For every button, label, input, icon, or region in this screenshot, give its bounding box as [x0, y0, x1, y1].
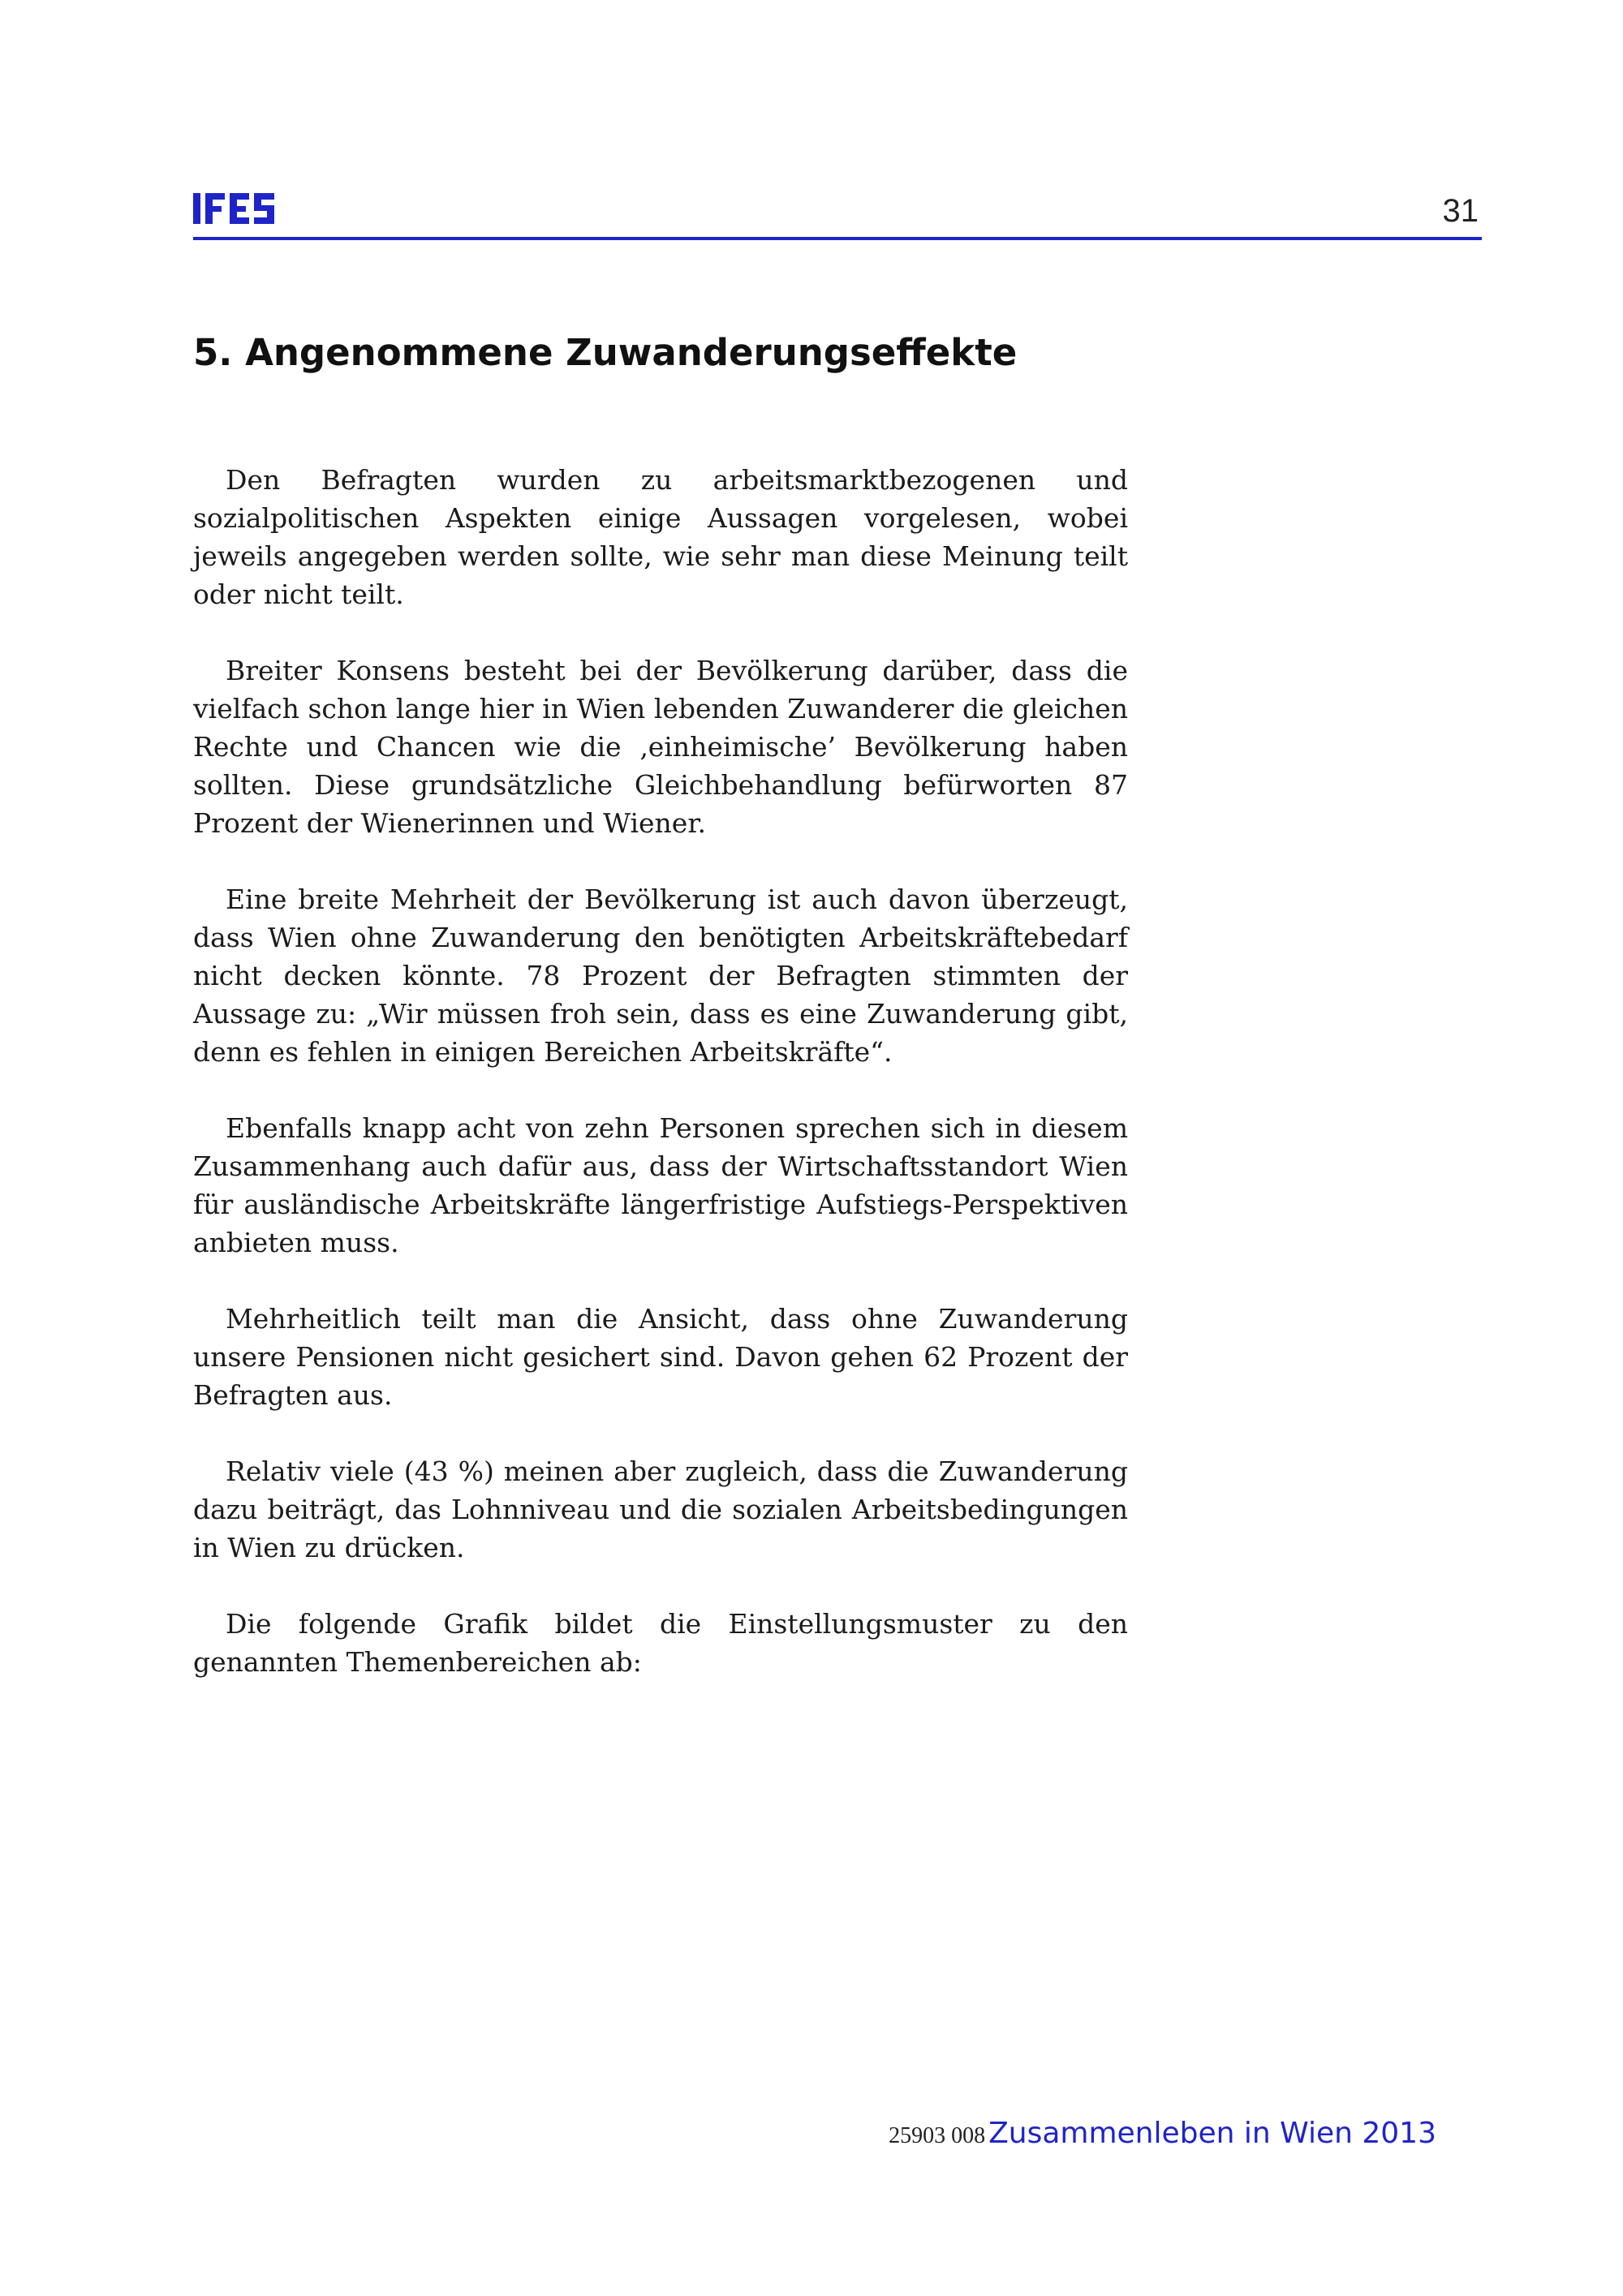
page-footer [868, 2113, 1436, 2161]
page-number: 31 [1442, 193, 1479, 229]
body-text [193, 461, 1128, 1719]
paragraph: Ebenfalls knapp acht von zehn Personen sprechen sich in diesem Zusammenhang auch dafür aus, dass der Wirtschaftsstandort Wien für ausländische Arbeitskräfte längerfristige Aufstiegs-Perspektiven anbieten muss. [193, 1112, 1128, 1258]
paragraph: Den Befragten wurden zu arbeitsmarktbezogenen und sozialpolitischen Aspekten einige Aussagen vorgelesen, wobei jeweils angegeben werden sollte, wie sehr man diese Meinung teilt oder nicht teilt. [193, 464, 1128, 610]
section-title: 5. Angenommene Zuwanderungseffekte [193, 331, 1018, 374]
paragraph: Relativ viele (43 %) meinen aber zugleich, dass die Zuwanderung dazu beiträgt, das Lohnniveau und die sozialen Arbeitsbedingungen in Wien zu drücken. [193, 1455, 1128, 1563]
page-header [193, 187, 1482, 240]
paragraph: Mehrheitlich teilt man die Ansicht, dass ohne Zuwanderung unsere Pensionen nicht gesichert sind. Davon gehen 62 Prozent der Befragten aus. [193, 1303, 1128, 1411]
paragraph: Die folgende Grafik bildet die Einstellungsmuster zu den genannten Themenbereichen ab: [193, 1608, 1128, 1678]
paragraph: Eine breite Mehrheit der Bevölkerung ist auch davon überzeugt, dass Wien ohne Zuwanderung den benötigten Arbeitskräftebedarf nicht decken könnte. 78 Prozent der Befragten stimmten der Aussage zu: „Wir müssen froh sein, dass es eine Zuwanderung gibt, denn es fehlen in einigen Bereichen Arbeitskräfte“. [193, 884, 1128, 1068]
ifes-logo [193, 190, 274, 227]
paragraph: Breiter Konsens besteht bei der Bevölkerung darüber, dass die vielfach schon lange hier in Wien lebenden Zuwanderer die gleichen Rechte und Chancen wie die ‚einheimische’ Bevölkerung haben sollten. Diese grundsätzliche Gleichbehandlung befürworten 87 Prozent der Wienerinnen und Wiener. [193, 655, 1128, 839]
footer-code: 25903 008 [889, 2123, 986, 2148]
footer-title: Zusammenleben in Wien 2013 [988, 2117, 1436, 2150]
